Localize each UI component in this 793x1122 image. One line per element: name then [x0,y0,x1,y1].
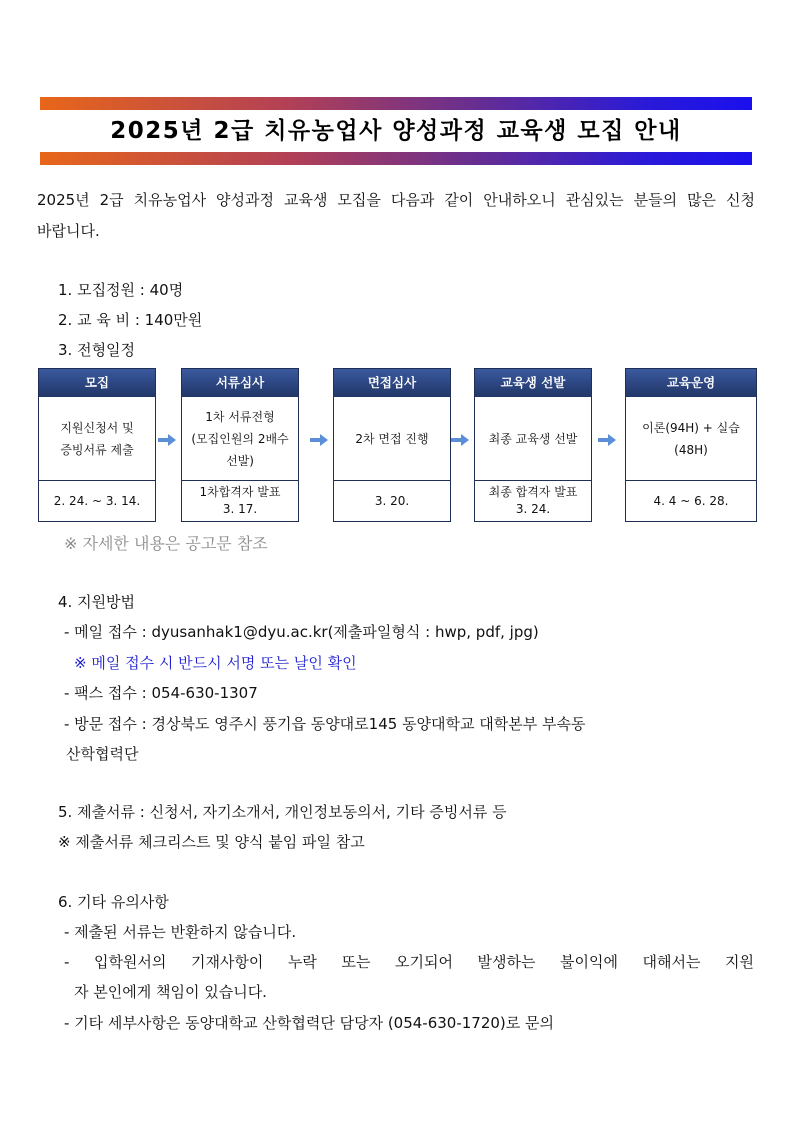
flow-step-date-text: 3. 20. [374,493,410,508]
flow-step-head: 교육운영 [626,369,756,397]
flow-step-document-review [181,368,299,522]
docs-note: ※ 제출서류 체크리스트 및 양식 붙임 파일 참고 [58,833,365,851]
tuition-fee: 2. 교 육 비 : 140만원 [58,311,203,329]
flow-step-date [626,481,756,521]
etc-line-1: - 제출된 서류는 반환하지 않습니다. [64,923,297,941]
flow-step-interview [333,368,451,522]
flow-step-desc-text: 1차 서류전형 (모집인원의 2배수 선발) [191,409,289,468]
flow-step-date [334,481,450,521]
title-banner [40,97,752,165]
flow-step-selection [474,368,592,522]
title-bottom-bar [40,152,752,165]
flow-note: ※ 자세한 내용은 공고문 참조 [64,534,268,553]
apply-email: - 메일 접수 : dyusanhak1@dyu.ac.kr(제출파일형식 : hwp, pdf, jpg) [64,623,539,641]
flow-step-date [475,481,591,521]
flow-step-desc-text: 지원신청서 및 증빙서류 제출 [60,420,134,457]
flow-step-head: 서류심사 [182,369,298,397]
flow-step-desc [182,397,298,481]
apply-visit-cont: 산학협력단 [66,745,139,763]
etc-heading: 6. 기타 유의사항 [58,893,169,911]
arrow-right-icon [451,434,469,446]
flow-step-desc-text: 이론(94H) + 실습(48H) [642,420,740,457]
etc-line-3: - 기타 세부사항은 동양대학교 산학협력단 담당자 (054-630-1720)로 문의 [64,1014,555,1032]
flow-step-desc [334,397,450,481]
flow-step-head: 교육생 선발 [475,369,591,397]
intro-paragraph: 2025년 2급 치유농업사 양성과정 교육생 모집을 다음과 같이 안내하오니 관심있는 분들의 많은 신청 바랍니다. [37,191,755,240]
flow-step-date-text: 2. 24. ~ 3. 14. [53,493,141,508]
flow-step-date [39,481,155,521]
flow-step-date [182,481,298,521]
flow-step-date-text: 4. 4 ~ 6. 28. [653,493,729,508]
recruit-quota: 1. 모집정원 : 40명 [58,281,184,299]
arrow-right-icon [310,434,328,446]
apply-visit: - 방문 접수 : 경상북도 영주시 풍기읍 동양대로145 동양대학교 대학본부 부속동 [64,715,586,733]
flow-step-desc-text: 2차 면접 진행 [355,431,429,446]
flow-step-desc-text: 최종 교육생 선발 [488,431,578,446]
flow-step-desc [39,397,155,481]
page-title: 2025년 2급 치유농업사 양성과정 교육생 모집 안내 [110,118,682,144]
docs-line: 5. 제출서류 : 신청서, 자기소개서, 개인정보동의서, 기타 증빙서류 등 [58,803,507,821]
flow-step-date-text: 1차합격자 발표 3. 17. [199,485,281,516]
schedule-heading: 3. 전형일정 [58,341,136,359]
arrow-right-icon [598,434,616,446]
apply-heading: 4. 지원방법 [58,593,136,611]
flow-step-desc [475,397,591,481]
etc-line-2-cont: 자 본인에게 책임이 있습니다. [74,983,267,1001]
apply-fax: - 팩스 접수 : 054-630-1307 [64,684,258,702]
flow-step-head: 모집 [39,369,155,397]
etc-line-2: - 입학원서의 기재사항이 누락 또는 오기되어 발생하는 불이익에 대해서는 지원 [64,953,754,971]
flow-step-head: 면접심사 [334,369,450,397]
title-top-bar [40,97,752,110]
schedule-flow [38,368,758,524]
flow-step-operation [625,368,757,522]
flow-step-date-text: 최종 합격자 발표 3. 24. [488,485,578,516]
arrow-right-icon [158,434,176,446]
flow-step-recruit [38,368,156,522]
flow-step-desc [626,397,756,481]
apply-email-note: ※ 메일 접수 시 반드시 서명 또는 날인 확인 [74,654,357,672]
